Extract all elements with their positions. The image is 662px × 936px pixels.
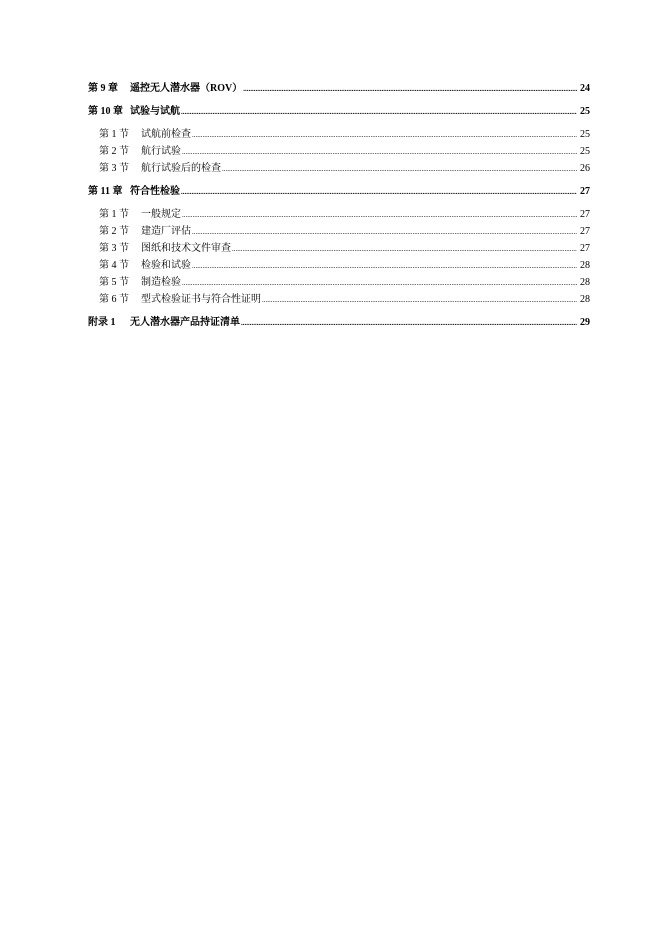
toc-entry-number: 第 3 节: [99, 163, 129, 174]
toc-entry-page: 28: [580, 277, 590, 288]
dot-leader: [192, 258, 577, 275]
dot-leader: [181, 184, 577, 201]
toc-entry-page: 27: [580, 243, 590, 254]
toc-entry-title: 符合性检验: [130, 186, 180, 197]
dot-leader: [182, 144, 577, 161]
toc-entry-section[interactable]: [88, 240, 590, 257]
toc-entry-section[interactable]: [88, 206, 590, 223]
toc-entry-title: 试验与试航: [130, 106, 180, 117]
toc-entry-page: 27: [580, 226, 590, 237]
toc-entry-page: 25: [580, 146, 590, 157]
toc-entry-title: 航行试验: [141, 146, 181, 157]
toc-entry-page: 27: [580, 209, 590, 220]
dot-leader: [241, 315, 577, 332]
toc-entry-title: 制造检验: [141, 277, 181, 288]
toc-entry-number: 附录 1: [88, 317, 116, 328]
toc-entry-page: 24: [580, 83, 590, 94]
toc-entry-number: 第 3 节: [99, 243, 129, 254]
toc-entry-section[interactable]: [88, 143, 590, 160]
toc-entry-number: 第 2 节: [99, 146, 129, 157]
toc-entry-page: 28: [580, 294, 590, 305]
table-of-contents: [88, 80, 590, 331]
toc-entry-section[interactable]: [88, 160, 590, 177]
toc-entry-section[interactable]: [88, 257, 590, 274]
toc-entry-title: 一般规定: [141, 209, 181, 220]
toc-entry-title: 遥控无人潜水器（ROV）: [130, 83, 243, 94]
toc-entry-section[interactable]: [88, 126, 590, 143]
toc-entry-number: 第 10 章: [88, 106, 123, 117]
toc-entry-title: 检验和试验: [141, 260, 191, 271]
toc-entry-number: 第 5 节: [99, 277, 129, 288]
dot-leader: [232, 241, 577, 258]
toc-entry-appendix-1[interactable]: [88, 314, 590, 331]
toc-entry-section[interactable]: [88, 274, 590, 291]
toc-entry-number: 第 2 节: [99, 226, 129, 237]
toc-entry-number: 第 6 节: [99, 294, 129, 305]
toc-entry-title: 无人潜水器产品持证清单: [130, 317, 240, 328]
toc-entry-page: 26: [580, 163, 590, 174]
toc-entry-page: 28: [580, 260, 590, 271]
dot-leader: [182, 207, 577, 224]
dot-leader: [192, 224, 577, 241]
toc-entry-page: 25: [580, 129, 590, 140]
toc-entry-section[interactable]: [88, 291, 590, 308]
toc-entry-chapter-9[interactable]: [88, 80, 590, 97]
toc-entry-page: 27: [580, 186, 590, 197]
toc-entry-title: 图纸和技术文件审查: [141, 243, 231, 254]
toc-entry-chapter-11[interactable]: [88, 183, 590, 200]
toc-entry-page: 29: [580, 317, 590, 328]
toc-entry-number: 第 11 章: [88, 186, 123, 197]
toc-entry-number: 第 9 章: [88, 83, 118, 94]
toc-entry-title: 试航前检查: [141, 129, 191, 140]
dot-leader: [222, 161, 577, 178]
toc-entry-number: 第 4 节: [99, 260, 129, 271]
toc-entry-section[interactable]: [88, 223, 590, 240]
dot-leader: [243, 81, 577, 98]
dot-leader: [192, 127, 577, 144]
toc-entry-number: 第 1 节: [99, 209, 129, 220]
dot-leader: [181, 104, 577, 121]
toc-entry-page: 25: [580, 106, 590, 117]
toc-entry-number: 第 1 节: [99, 129, 129, 140]
dot-leader: [182, 275, 577, 292]
toc-entry-chapter-10[interactable]: [88, 103, 590, 120]
toc-entry-title: 航行试验后的检查: [141, 163, 221, 174]
dot-leader: [262, 292, 577, 309]
toc-entry-title: 建造厂评估: [141, 226, 191, 237]
toc-entry-title: 型式检验证书与符合性证明: [141, 294, 261, 305]
